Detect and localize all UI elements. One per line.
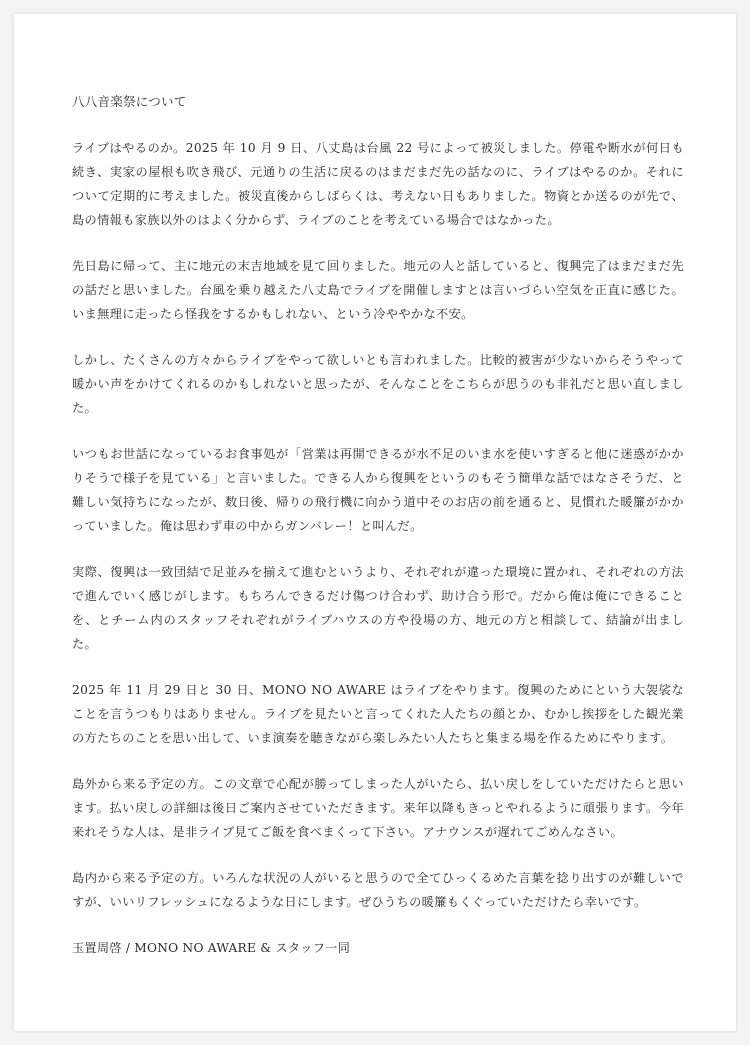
document-title: 八八音楽祭について bbox=[72, 94, 187, 109]
signature: 玉置周啓 / MONO NO AWARE & スタッフ一同 bbox=[72, 941, 351, 955]
paragraph-2: 先日島に帰って、主に地元の末吉地域を見て回りました。地元の人と話していると、復興完了はまだまだ先の話だと思いました。台風を乗り越えた八丈島でライブを開催しますとは言いづらい空気を正直に感じた。いま無理に走ったら怪我をするかもしれない、という冷ややかな不安。 bbox=[72, 259, 684, 321]
paragraph-3: しかし、たくさんの方々からライブをやって欲しいとも言われました。比較的被害が少ないからそうやって暖かい声をかけてくれるのかもしれないと思ったが、そんなことをこちらが思うのも非礼だと思い直しました。 bbox=[72, 353, 684, 415]
paragraph-1: ライブはやるのか。2025 年 10 月 9 日、八丈島は台風 22 号によって被災しました。停電や断水が何日も続き、実家の屋根も吹き飛び、元通りの生活に戻るのはまだまだ先の話なのに、ライブはやるのか。それについて定期的に考えました。被災直後からしばらくは、考えない日もありました。物資とか送るのが先で、島の情報も家族以外のはよく分からず、ライブのことを考えている場合ではなかった。 bbox=[72, 141, 684, 227]
paragraph-8: 島内から来る予定の方。いろんな状況の人がいると思うので全てひっくるめた言葉を捻り出すのが難しいですが、いいリフレッシュになるような日にします。ぜひうちの暖簾もくぐっていただけたら幸いです。 bbox=[72, 871, 684, 909]
paragraph-7: 島外から来る予定の方。この文章で心配が勝ってしまった人がいたら、払い戻しをしていただけたらと思います。払い戻しの詳細は後日ご案内させていただきます。来年以降もきっとやれるように頑張ります。今年来れそうな人は、是非ライブ見てご飯を食べまくって下さい。アナウンスが遅れてごめんなさい。 bbox=[72, 777, 684, 839]
paragraph-6: 2025 年 11 月 29 日と 30 日、MONO NO AWARE はライブをやります。復興のためにという大袈裟なことを言うつもりはありません。ライブを見たいと言ってくれた人たちの顔とか、むかし挨拶をした観光業の方たちのことを思い出して、いま演奏を聴きながら楽しみたい人たちと集まる場を作るためにやります。 bbox=[72, 683, 684, 745]
paragraph-4: いつもお世話になっているお食事処が「営業は再開できるが水不足のいま水を使いすぎると他に迷惑がかかりそうで様子を見ている」と言いました。できる人から復興をというのもそう簡単な話ではなさそうだ、と難しい気持ちになったが、数日後、帰りの飛行機に向かう道中そのお店の前を通ると、見慣れた暖簾がかかっていました。俺は思わず車の中からガンバレー！と叫んだ。 bbox=[72, 447, 684, 533]
document-body bbox=[72, 92, 684, 960]
paragraph-5: 実際、復興は一致団結で足並みを揃えて進むというより、それぞれが違った環境に置かれ、それぞれの方法で進んでいく感じがします。もちろんできるだけ傷つけ合わず、助け合う形で。だから俺は俺にできることを、とチーム内のスタッフそれぞれがライブハウスの方や役場の方、地元の方と相談して、結論が出ました。 bbox=[72, 565, 684, 651]
document-page bbox=[14, 14, 736, 1031]
